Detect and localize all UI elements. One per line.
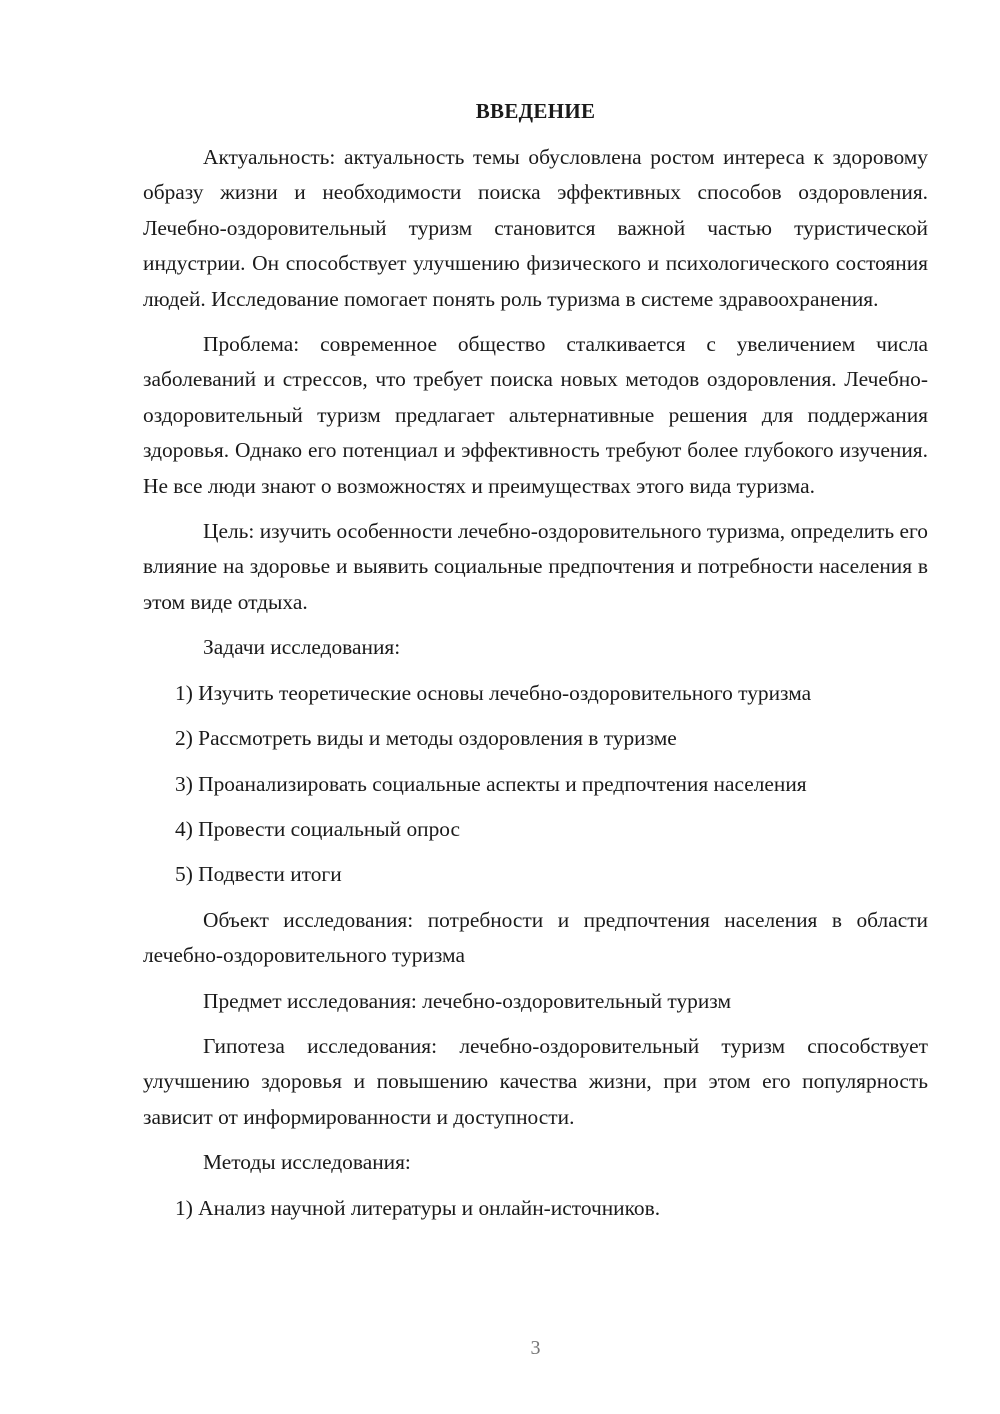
methods-heading: Методы исследования:	[203, 1150, 411, 1175]
task-item: 1) Изучить теоретические основы лечебно-оздоровительного туризма	[175, 680, 812, 705]
task-item: 5) Подвести итоги	[175, 862, 342, 887]
page-title: ВВЕДЕНИЕ	[475, 99, 596, 123]
hypothesis-paragraph: Гипотеза исследования: лечебно-оздоровительный туризм способствует улучшению здоровья и повышению качества жизни, при этом его популярность зависит от информированности и доступности.	[143, 1033, 928, 1129]
object-paragraph: Объект исследования: потребности и предпочтения населения в области лечебно-оздоровительного туризма	[143, 907, 928, 968]
subject-paragraph: Предмет исследования: лечебно-оздоровительный туризм	[203, 988, 731, 1013]
body-text	[143, 140, 928, 1236]
method-item: 1) Анализ научной литературы и онлайн-источников.	[175, 1195, 661, 1220]
task-item: 2) Рассмотреть виды и методы оздоровления в туризме	[175, 726, 677, 751]
relevance-paragraph: Актуальность: актуальность темы обусловлена ростом интереса к здоровому образу жизни и необходимости поиска эффективных способов оздоровления. Лечебно-оздоровительный туризм становится важной частью туристической индустрии. Он способствует улучшению физического и психологического состояния людей. Исследование помогает понять роль туризма в системе здравоохранения.	[143, 145, 928, 311]
tasks-heading: Задачи исследования:	[203, 635, 401, 660]
goal-paragraph: Цель: изучить особенности лечебно-оздоровительного туризма, определить его влияние на здоровье и выявить социальные предпочтения и потребности населения в этом виде отдыха.	[143, 519, 928, 614]
problem-paragraph: Проблема: современное общество сталкивается с увеличением числа заболеваний и стрессов, что требует поиска новых методов оздоровления. Лечебно-оздоровительный туризм предлагает альтернативные решения для поддержания здоровья. Однако его потенциал и эффективность требуют более глубокого изучения. Не все люди знают о возможностях и преимуществах этого вида туризма.	[143, 332, 928, 498]
page-number: 3	[530, 1337, 541, 1359]
task-item: 3) Проанализировать социальные аспекты и предпочтения населения	[175, 771, 807, 796]
task-item: 4) Провести социальный опрос	[175, 816, 461, 841]
